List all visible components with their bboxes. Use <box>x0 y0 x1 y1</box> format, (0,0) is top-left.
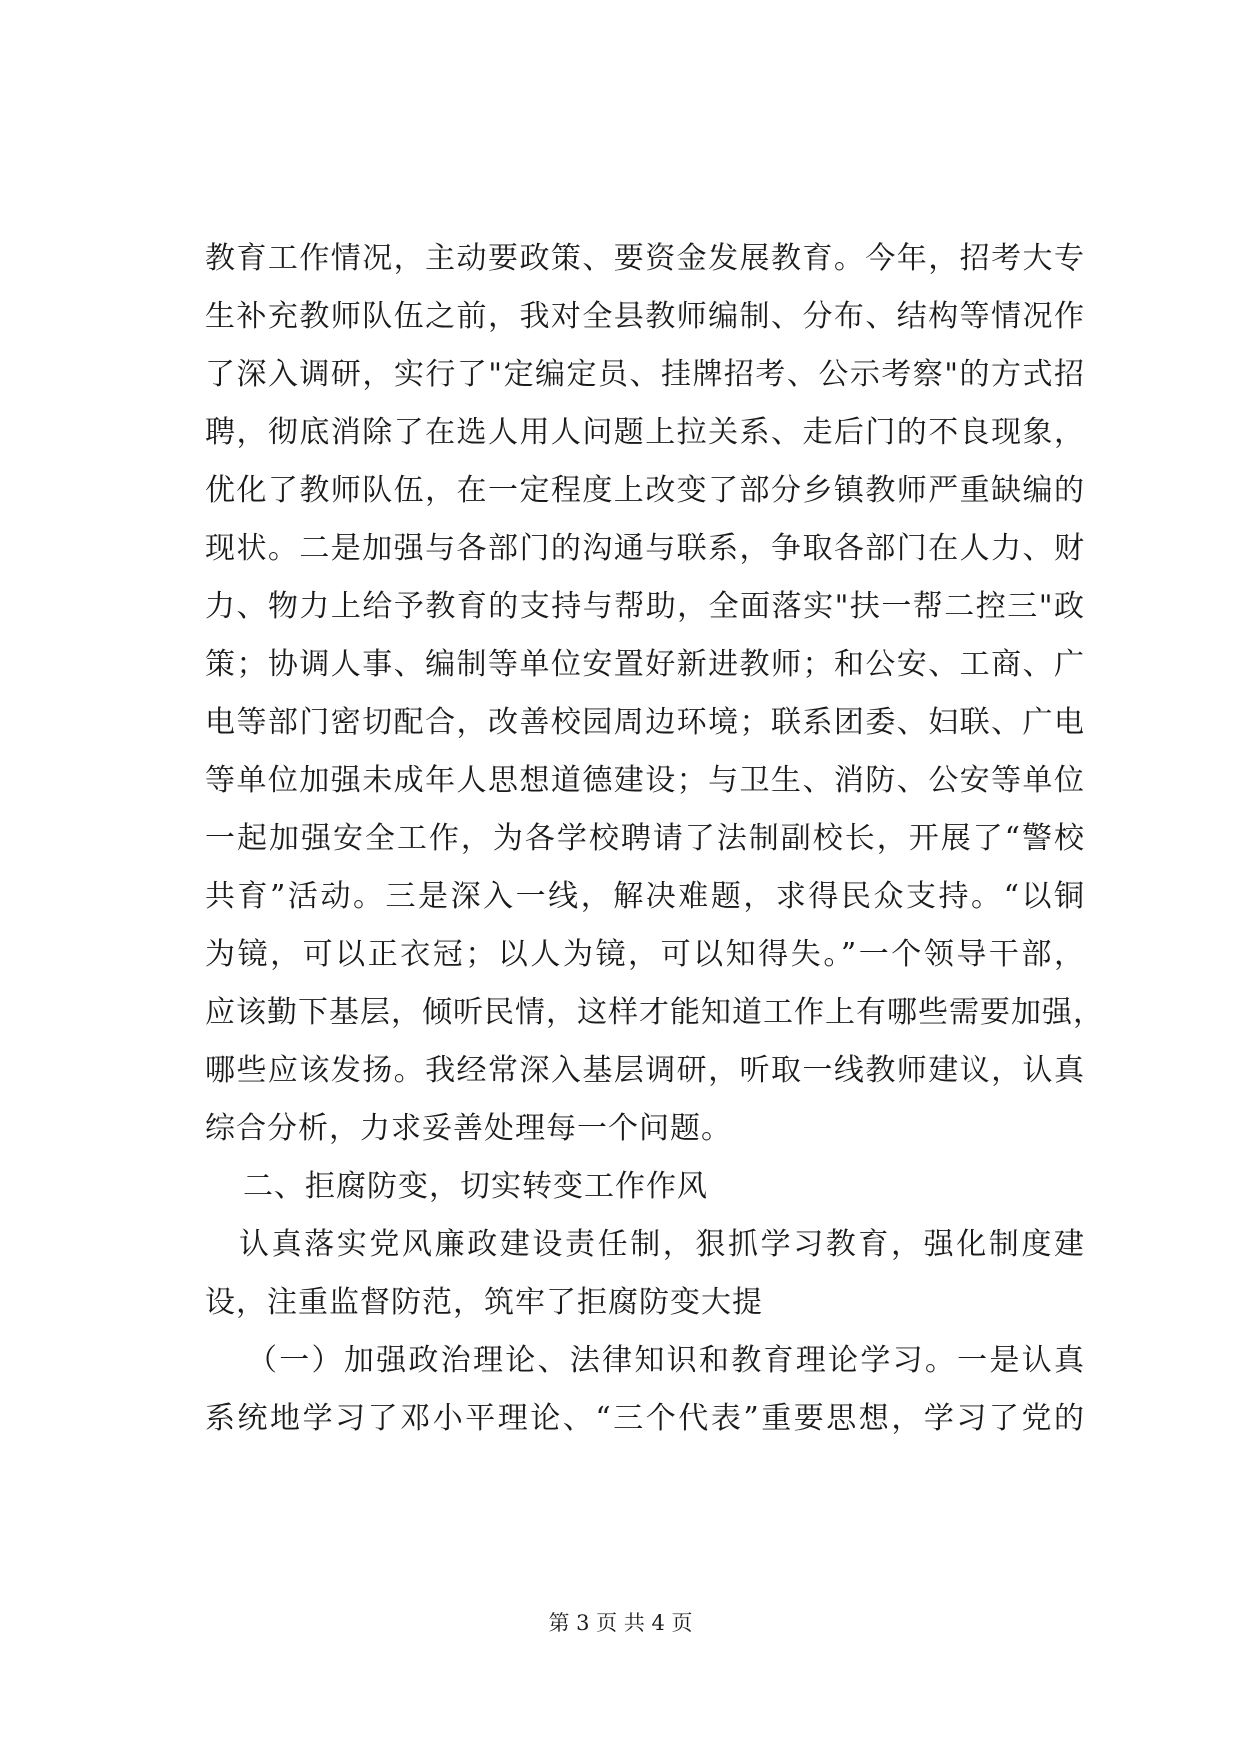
paragraph-line: 为镜，可以正衣冠；以人为镜，可以知得失。”一个领导干部， <box>205 937 1085 972</box>
body-text <box>205 230 1104 1448</box>
paragraph-line: 聘，彻底消除了在选人用人问题上拉关系、走后门的不良现象， <box>205 415 1085 450</box>
paragraph-line: 综合分析，力求妥善处理每一个问题。 <box>205 1111 732 1146</box>
paragraph-line: 策；协调人事、编制等单位安置好新进教师；和公安、工商、广 <box>205 647 1085 682</box>
paragraph-line: 共育”活动。三是深入一线，解决难题，求得民众支持。“以铜 <box>205 879 1085 914</box>
paragraph-line: 优化了教师队伍，在一定程度上改变了部分乡镇教师严重缺编的 <box>205 473 1085 508</box>
paragraph-line: 应该勤下基层，倾听民情，这样才能知道工作上有哪些需要加强， <box>205 995 1104 1030</box>
paragraph-line: 现状。二是加强与各部门的沟通与联系，争取各部门在人力、财 <box>205 531 1085 566</box>
paragraph-line: 等单位加强未成年人思想道德建设；与卫生、消防、公安等单位 <box>205 763 1085 798</box>
paragraph-line: 一起加强安全工作，为各学校聘请了法制副校长，开展了“警校 <box>205 821 1085 856</box>
page-footer <box>0 1608 1241 1638</box>
paragraph-line: 生补充教师队伍之前，我对全县教师编制、分布、结构等情况作 <box>205 299 1085 334</box>
page-number: 第 3 页 共 4 页 <box>548 1611 693 1635</box>
paragraph-line: 设，注重监督防范，筑牢了拒腐防变大提 <box>205 1285 763 1320</box>
paragraph-line: 系统地学习了邓小平理论、“三个代表”重要思想，学习了党的 <box>205 1401 1085 1436</box>
paragraph-line: 了深入调研，实行了"定编定员、挂牌招考、公示考察"的方式招 <box>205 357 1085 392</box>
paragraph-line: 力、物力上给予教育的支持与帮助，全面落实"扶一帮二控三"政 <box>205 589 1085 624</box>
paragraph-line: （一）加强政治理论、法律知识和教育理论学习。一是认真 <box>247 1343 1085 1378</box>
paragraph-line: 教育工作情况，主动要政策、要资金发展教育。今年，招考大专 <box>205 241 1085 276</box>
paragraph-line: 认真落实党风廉政建设责任制，狠抓学习教育，强化制度建 <box>239 1227 1085 1262</box>
section-heading: 二、拒腐防变，切实转变工作作风 <box>243 1169 708 1204</box>
paragraph-line: 哪些应该发扬。我经常深入基层调研，听取一线教师建议，认真 <box>205 1053 1085 1088</box>
paragraph-line: 电等部门密切配合，改善校园周边环境；联系团委、妇联、广电 <box>205 705 1085 740</box>
